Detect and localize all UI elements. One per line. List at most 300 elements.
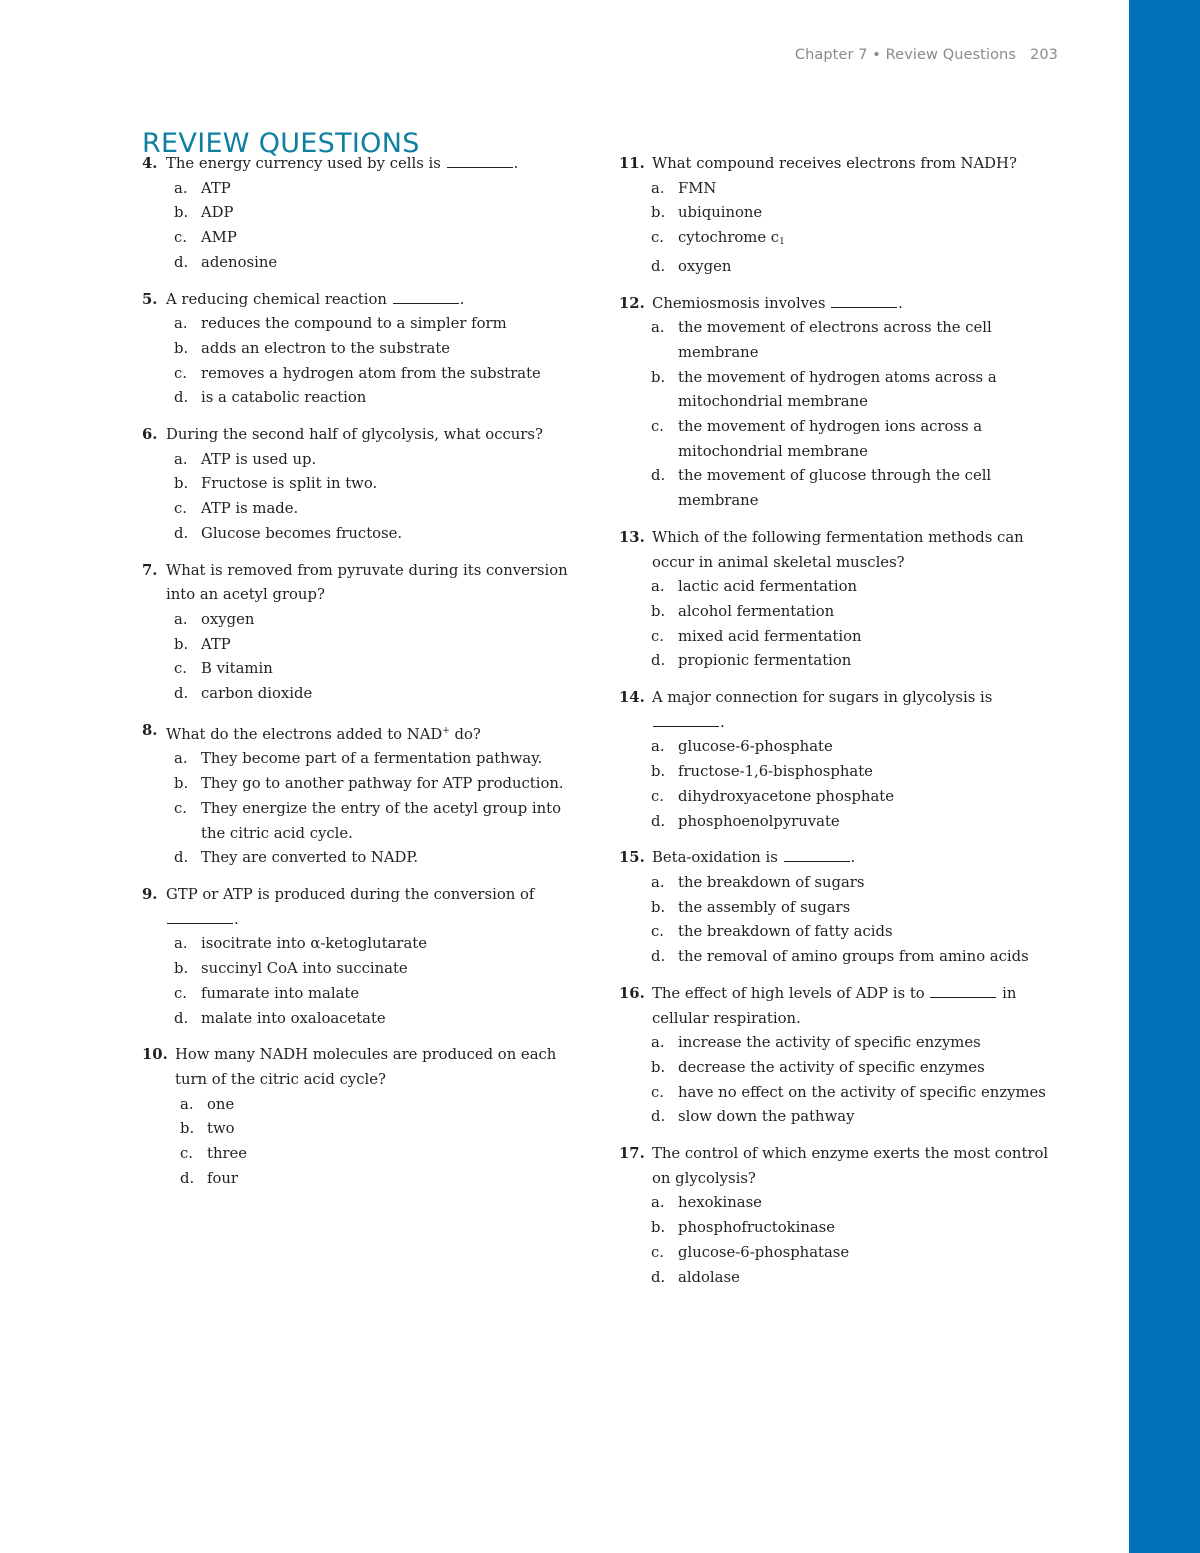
question-item bbox=[619, 846, 1059, 970]
question-item bbox=[142, 152, 582, 276]
option-text bbox=[201, 1007, 582, 1032]
option-letter: a. bbox=[651, 1034, 665, 1052]
option-text-value: FMN bbox=[678, 179, 717, 197]
option-text-value: ADP bbox=[201, 204, 234, 222]
answer-options bbox=[619, 316, 1059, 514]
answer-option bbox=[651, 649, 1059, 674]
answer-option bbox=[651, 810, 1059, 835]
option-letter: a. bbox=[174, 610, 188, 628]
option-text bbox=[678, 255, 1059, 280]
question-text-before: GTP or ATP is produced during the conversion of bbox=[166, 885, 535, 903]
option-text-value: B vitamin bbox=[201, 660, 273, 678]
option-text bbox=[678, 871, 1059, 896]
option-text bbox=[201, 497, 582, 522]
answer-options bbox=[619, 575, 1059, 674]
option-letter: b. bbox=[651, 602, 666, 620]
answer-option bbox=[174, 472, 582, 497]
question-text bbox=[652, 982, 1059, 1031]
answer-option bbox=[174, 362, 582, 387]
option-letter: b. bbox=[651, 898, 666, 916]
answer-option bbox=[174, 932, 582, 957]
option-letter: c. bbox=[651, 418, 664, 436]
option-text-value: They become part of a fermentation pathway. bbox=[201, 750, 543, 768]
question-stem bbox=[142, 719, 582, 748]
question-stem bbox=[142, 1043, 582, 1092]
option-text-value: have no effect on the activity of specific enzymes bbox=[678, 1083, 1046, 1101]
option-text-value: They are converted to NADP. bbox=[201, 849, 419, 867]
answer-option bbox=[651, 316, 1059, 365]
answer-blank bbox=[930, 996, 996, 998]
option-letter: c. bbox=[174, 500, 187, 518]
answer-option bbox=[174, 682, 582, 707]
option-letter: a. bbox=[651, 578, 665, 596]
option-text bbox=[678, 1266, 1059, 1291]
answer-option bbox=[651, 177, 1059, 202]
option-letter: c. bbox=[174, 229, 187, 247]
option-text-value: the movement of electrons across the cell membrane bbox=[678, 319, 992, 361]
question-item bbox=[619, 152, 1059, 280]
answer-option bbox=[174, 448, 582, 473]
answer-options bbox=[619, 177, 1059, 280]
question-text bbox=[166, 152, 582, 177]
question-stem bbox=[142, 559, 582, 608]
answer-option bbox=[651, 1216, 1059, 1241]
option-text bbox=[201, 657, 582, 682]
option-text bbox=[678, 625, 1059, 650]
answer-options bbox=[142, 747, 582, 871]
option-text-value: carbon dioxide bbox=[201, 685, 313, 703]
option-letter: a. bbox=[651, 179, 665, 197]
option-text-value: dihydroxyacetone phosphate bbox=[678, 787, 894, 805]
option-text bbox=[201, 633, 582, 658]
answer-options bbox=[619, 1191, 1059, 1290]
question-stem bbox=[619, 292, 1059, 317]
answer-option bbox=[651, 366, 1059, 415]
option-text bbox=[207, 1167, 582, 1192]
question-number: 15. bbox=[619, 849, 645, 867]
answer-options bbox=[142, 608, 582, 707]
option-letter: c. bbox=[651, 787, 664, 805]
question-text-after: . bbox=[720, 713, 725, 731]
option-text bbox=[678, 945, 1059, 970]
question-text-before: Chemiosmosis involves bbox=[652, 294, 826, 312]
question-text bbox=[166, 719, 582, 748]
option-letter: c. bbox=[174, 364, 187, 382]
option-text-value: one bbox=[207, 1095, 235, 1113]
question-text-after: . bbox=[513, 155, 519, 172]
answer-option bbox=[651, 1056, 1059, 1081]
question-text-before: A major connection for sugars in glycolysis is bbox=[652, 689, 993, 707]
answer-option bbox=[651, 415, 1059, 464]
option-text-value: four bbox=[207, 1169, 238, 1187]
running-head bbox=[795, 47, 1058, 63]
option-text-value: fructose-1,6-bisphosphate bbox=[678, 763, 873, 781]
option-text bbox=[201, 846, 582, 871]
answer-option bbox=[651, 1266, 1059, 1291]
answer-option bbox=[651, 896, 1059, 921]
option-text bbox=[678, 785, 1059, 810]
answer-option bbox=[651, 1081, 1059, 1106]
option-text bbox=[201, 747, 582, 772]
question-text: How many NADH molecules are produced on each turn of the citric acid cycle? bbox=[175, 1046, 557, 1088]
option-text bbox=[678, 226, 1059, 255]
option-text-value: ATP is made. bbox=[201, 500, 299, 518]
answer-blank bbox=[167, 922, 233, 924]
answer-option bbox=[651, 600, 1059, 625]
option-letter: a. bbox=[651, 873, 665, 891]
answer-option bbox=[174, 982, 582, 1007]
option-text-value: the assembly of sugars bbox=[678, 898, 851, 916]
option-text bbox=[207, 1142, 582, 1167]
question-stem bbox=[142, 883, 582, 932]
option-letter: d. bbox=[174, 253, 189, 271]
option-text-value: is a catabolic reaction bbox=[201, 389, 367, 407]
option-letter: c. bbox=[651, 1083, 664, 1101]
option-letter: d. bbox=[174, 849, 189, 867]
option-text-value: malate into oxaloacetate bbox=[201, 1009, 386, 1027]
option-text-value: reduces the compound to a simpler form bbox=[201, 315, 507, 333]
option-letter: b. bbox=[174, 475, 189, 493]
question-number: 8. bbox=[142, 721, 158, 739]
answer-option bbox=[174, 1007, 582, 1032]
answer-option bbox=[174, 226, 582, 251]
option-letter: a. bbox=[174, 179, 188, 197]
answer-option bbox=[651, 201, 1059, 226]
question-stem bbox=[142, 288, 582, 313]
option-text-value: lactic acid fermentation bbox=[678, 578, 858, 596]
option-text bbox=[678, 735, 1059, 760]
option-text bbox=[678, 1191, 1059, 1216]
answer-blank bbox=[447, 166, 513, 168]
question-stem bbox=[142, 423, 582, 448]
question-number: 12. bbox=[619, 294, 645, 312]
option-letter: a. bbox=[174, 315, 188, 333]
option-letter: c. bbox=[174, 799, 187, 817]
question-text: Which of the following fermentation methods can occur in animal skeletal muscles? bbox=[652, 528, 1024, 571]
option-letter: a. bbox=[651, 1194, 665, 1212]
question-number: 7. bbox=[142, 561, 158, 579]
option-text-value: oxygen bbox=[678, 257, 732, 275]
option-letter: a. bbox=[174, 935, 188, 953]
answer-option bbox=[174, 177, 582, 202]
option-text bbox=[207, 1093, 582, 1118]
option-text-value: ATP bbox=[201, 635, 231, 653]
option-text-value: alcohol fermentation bbox=[678, 602, 835, 620]
option-letter: d. bbox=[651, 652, 666, 670]
answer-option bbox=[651, 1241, 1059, 1266]
answer-blank bbox=[393, 302, 459, 304]
option-text-value: isocitrate into α-ketoglutarate bbox=[201, 935, 427, 953]
option-text bbox=[201, 772, 582, 797]
option-letter: b. bbox=[174, 204, 189, 222]
option-letter: c. bbox=[651, 923, 664, 941]
option-letter: b. bbox=[651, 1058, 666, 1076]
question-number: 14. bbox=[619, 689, 645, 707]
option-text-value: the breakdown of fatty acids bbox=[678, 923, 893, 941]
question-stem bbox=[619, 846, 1059, 871]
option-text bbox=[201, 337, 582, 362]
answer-option bbox=[174, 522, 582, 547]
option-text bbox=[201, 797, 582, 846]
option-text bbox=[678, 1105, 1059, 1130]
option-text bbox=[201, 226, 582, 251]
answer-option bbox=[174, 633, 582, 658]
option-text-value: adds an electron to the substrate bbox=[201, 339, 451, 357]
question-text-before: Beta-oxidation is bbox=[652, 849, 778, 867]
option-letter: d. bbox=[651, 467, 666, 485]
question-text-after: . bbox=[459, 290, 465, 308]
question-number: 10. bbox=[142, 1046, 168, 1064]
option-text-value: AMP bbox=[201, 229, 237, 247]
answer-option bbox=[651, 575, 1059, 600]
answer-option bbox=[174, 957, 582, 982]
question-text bbox=[652, 292, 1059, 317]
option-text bbox=[678, 1216, 1059, 1241]
answer-blank bbox=[653, 725, 719, 727]
option-text bbox=[678, 600, 1059, 625]
question-text bbox=[652, 686, 1059, 735]
option-letter: c. bbox=[651, 1243, 664, 1261]
option-letter: a. bbox=[180, 1095, 194, 1113]
option-text-value: phosphoenolpyruvate bbox=[678, 812, 840, 830]
option-text bbox=[201, 362, 582, 387]
right-column bbox=[619, 152, 1059, 1302]
option-text-value: three bbox=[207, 1145, 248, 1163]
option-text-value: glucose-6-phosphatase bbox=[678, 1243, 850, 1261]
option-text bbox=[678, 366, 1059, 415]
subscript: 1 bbox=[779, 237, 785, 248]
option-text-value: fumarate into malate bbox=[201, 984, 360, 1002]
option-text bbox=[678, 760, 1059, 785]
option-text bbox=[678, 1031, 1059, 1056]
answer-options bbox=[142, 312, 582, 411]
option-text-value: ATP bbox=[201, 179, 231, 197]
option-letter: d. bbox=[651, 257, 666, 275]
option-text-value: cytochrome c bbox=[678, 229, 780, 247]
question-text-before: The effect of high levels of ADP is to bbox=[652, 984, 925, 1002]
answer-option bbox=[180, 1167, 582, 1192]
question-text: During the second half of glycolysis, what occurs? bbox=[166, 426, 543, 444]
option-letter: a. bbox=[651, 319, 665, 337]
option-text-value: adenosine bbox=[201, 253, 278, 271]
question-text: The control of which enzyme exerts the most control on glycolysis? bbox=[652, 1145, 1049, 1187]
answer-option bbox=[174, 657, 582, 682]
page-number: 203 bbox=[1030, 47, 1058, 63]
option-text-value: aldolase bbox=[678, 1268, 740, 1286]
option-text-value: They go to another pathway for ATP production. bbox=[201, 775, 564, 793]
question-item bbox=[619, 982, 1059, 1130]
option-text-value: propionic fermentation bbox=[678, 652, 852, 670]
option-letter: a. bbox=[174, 750, 188, 768]
left-column bbox=[142, 152, 582, 1203]
question-item bbox=[619, 1142, 1059, 1290]
option-text bbox=[678, 575, 1059, 600]
option-text-value: two bbox=[207, 1120, 235, 1138]
option-letter: b. bbox=[651, 204, 666, 222]
answer-option bbox=[651, 871, 1059, 896]
answer-options bbox=[619, 735, 1059, 834]
question-item bbox=[619, 686, 1059, 834]
option-letter: d. bbox=[180, 1169, 195, 1187]
question-text: What compound receives electrons from NADH? bbox=[652, 155, 1017, 172]
answer-option bbox=[651, 785, 1059, 810]
option-letter: b. bbox=[174, 339, 189, 357]
answer-option bbox=[651, 945, 1059, 970]
question-text-after: in cellular respiration. bbox=[652, 984, 1017, 1027]
option-text bbox=[678, 415, 1059, 464]
answer-option bbox=[174, 251, 582, 276]
question-number: 13. bbox=[619, 528, 645, 546]
question-text-before: A reducing chemical reaction bbox=[166, 290, 387, 308]
option-text-value: Fructose is split in two. bbox=[201, 475, 378, 493]
option-letter: c. bbox=[174, 660, 187, 678]
answer-option bbox=[174, 201, 582, 226]
question-number: 17. bbox=[619, 1145, 645, 1163]
answer-option bbox=[180, 1117, 582, 1142]
answer-options bbox=[142, 448, 582, 547]
answer-option bbox=[174, 772, 582, 797]
answer-option bbox=[651, 1031, 1059, 1056]
option-letter: b. bbox=[651, 1219, 666, 1237]
option-text bbox=[678, 1241, 1059, 1266]
option-text-value: slow down the pathway bbox=[678, 1108, 855, 1126]
question-text-before: What do the electrons added to NAD bbox=[166, 725, 443, 743]
option-text bbox=[201, 682, 582, 707]
answer-option bbox=[174, 747, 582, 772]
option-text-value: the breakdown of sugars bbox=[678, 873, 865, 891]
question-item bbox=[619, 292, 1059, 514]
answer-option bbox=[174, 608, 582, 633]
option-text-value: glucose-6-phosphate bbox=[678, 738, 833, 756]
answer-options bbox=[619, 1031, 1059, 1130]
question-item bbox=[619, 526, 1059, 674]
question-item bbox=[142, 288, 582, 412]
answer-option bbox=[651, 735, 1059, 760]
question-item bbox=[142, 719, 582, 871]
option-letter: d. bbox=[651, 948, 666, 966]
question-text-after: . bbox=[898, 294, 903, 312]
question-text bbox=[652, 846, 1059, 871]
question-item bbox=[142, 883, 582, 1031]
answer-blank bbox=[784, 860, 850, 862]
answer-option bbox=[651, 760, 1059, 785]
option-text-value: decrease the activity of specific enzymes bbox=[678, 1058, 985, 1076]
option-letter: b. bbox=[651, 368, 666, 386]
answer-option bbox=[651, 625, 1059, 650]
answer-option bbox=[651, 1105, 1059, 1130]
option-text bbox=[201, 448, 582, 473]
superscript: + bbox=[442, 725, 450, 736]
option-letter: b. bbox=[174, 960, 189, 978]
option-letter: b. bbox=[180, 1120, 195, 1138]
option-text-value: mixed acid fermentation bbox=[678, 627, 862, 645]
answer-option bbox=[651, 464, 1059, 513]
option-letter: c. bbox=[180, 1145, 193, 1163]
option-text bbox=[201, 472, 582, 497]
option-letter: d. bbox=[174, 389, 189, 407]
answer-options bbox=[142, 177, 582, 276]
option-letter: b. bbox=[174, 775, 189, 793]
answer-option bbox=[651, 255, 1059, 280]
option-text bbox=[678, 649, 1059, 674]
option-text-value: ubiquinone bbox=[678, 204, 763, 222]
question-stem bbox=[619, 982, 1059, 1031]
section-title: REVIEW QUESTIONS bbox=[142, 128, 420, 160]
option-text bbox=[201, 608, 582, 633]
question-text-after: . bbox=[850, 849, 856, 867]
option-text-value: removes a hydrogen atom from the substrate bbox=[201, 364, 541, 382]
answer-options bbox=[142, 932, 582, 1031]
option-text bbox=[207, 1117, 582, 1142]
question-number: 4. bbox=[142, 155, 158, 172]
answer-option bbox=[651, 226, 1059, 255]
option-letter: c. bbox=[651, 229, 664, 247]
question-text-after: . bbox=[234, 910, 239, 928]
question-stem bbox=[142, 152, 582, 177]
answer-options bbox=[619, 871, 1059, 970]
option-text bbox=[678, 1056, 1059, 1081]
answer-option bbox=[180, 1142, 582, 1167]
option-text bbox=[201, 201, 582, 226]
question-item bbox=[142, 559, 582, 707]
answer-option bbox=[174, 797, 582, 846]
option-letter: d. bbox=[174, 685, 189, 703]
option-letter: d. bbox=[174, 1009, 189, 1027]
answer-option bbox=[174, 312, 582, 337]
option-text bbox=[201, 982, 582, 1007]
option-letter: d. bbox=[174, 524, 189, 542]
question-number: 6. bbox=[142, 426, 158, 444]
question-stem bbox=[619, 1142, 1059, 1191]
option-text bbox=[678, 1081, 1059, 1106]
option-letter: b. bbox=[174, 635, 189, 653]
option-text bbox=[678, 316, 1059, 365]
side-accent-bar bbox=[1129, 0, 1200, 1553]
option-letter: a. bbox=[651, 738, 665, 756]
option-text bbox=[201, 957, 582, 982]
answer-option bbox=[651, 920, 1059, 945]
option-text-value: the movement of glucose through the cell membrane bbox=[678, 467, 992, 510]
question-stem bbox=[619, 152, 1059, 177]
question-text bbox=[166, 883, 582, 932]
option-text bbox=[678, 201, 1059, 226]
question-text-after: do? bbox=[449, 725, 481, 743]
question-item bbox=[142, 1043, 582, 1191]
question-number: 9. bbox=[142, 885, 158, 903]
answer-option bbox=[651, 1191, 1059, 1216]
option-letter: d. bbox=[651, 1268, 666, 1286]
option-text-value: ATP is used up. bbox=[201, 450, 317, 468]
question-number: 11. bbox=[619, 155, 645, 172]
option-letter: c. bbox=[174, 984, 187, 1002]
question-stem bbox=[619, 686, 1059, 735]
option-text bbox=[201, 177, 582, 202]
option-letter: b. bbox=[651, 763, 666, 781]
option-letter: a. bbox=[174, 450, 188, 468]
option-text bbox=[678, 896, 1059, 921]
option-text bbox=[678, 920, 1059, 945]
question-stem bbox=[619, 526, 1059, 575]
option-text-value: increase the activity of specific enzymes bbox=[678, 1034, 981, 1052]
option-text bbox=[201, 251, 582, 276]
option-text bbox=[678, 464, 1059, 513]
option-text bbox=[201, 386, 582, 411]
running-head-text: Chapter 7 • Review Questions bbox=[794, 47, 1017, 63]
option-text bbox=[201, 522, 582, 547]
option-text-value: hexokinase bbox=[678, 1194, 762, 1212]
answer-option bbox=[174, 386, 582, 411]
option-text-value: phosphofructokinase bbox=[678, 1219, 836, 1237]
